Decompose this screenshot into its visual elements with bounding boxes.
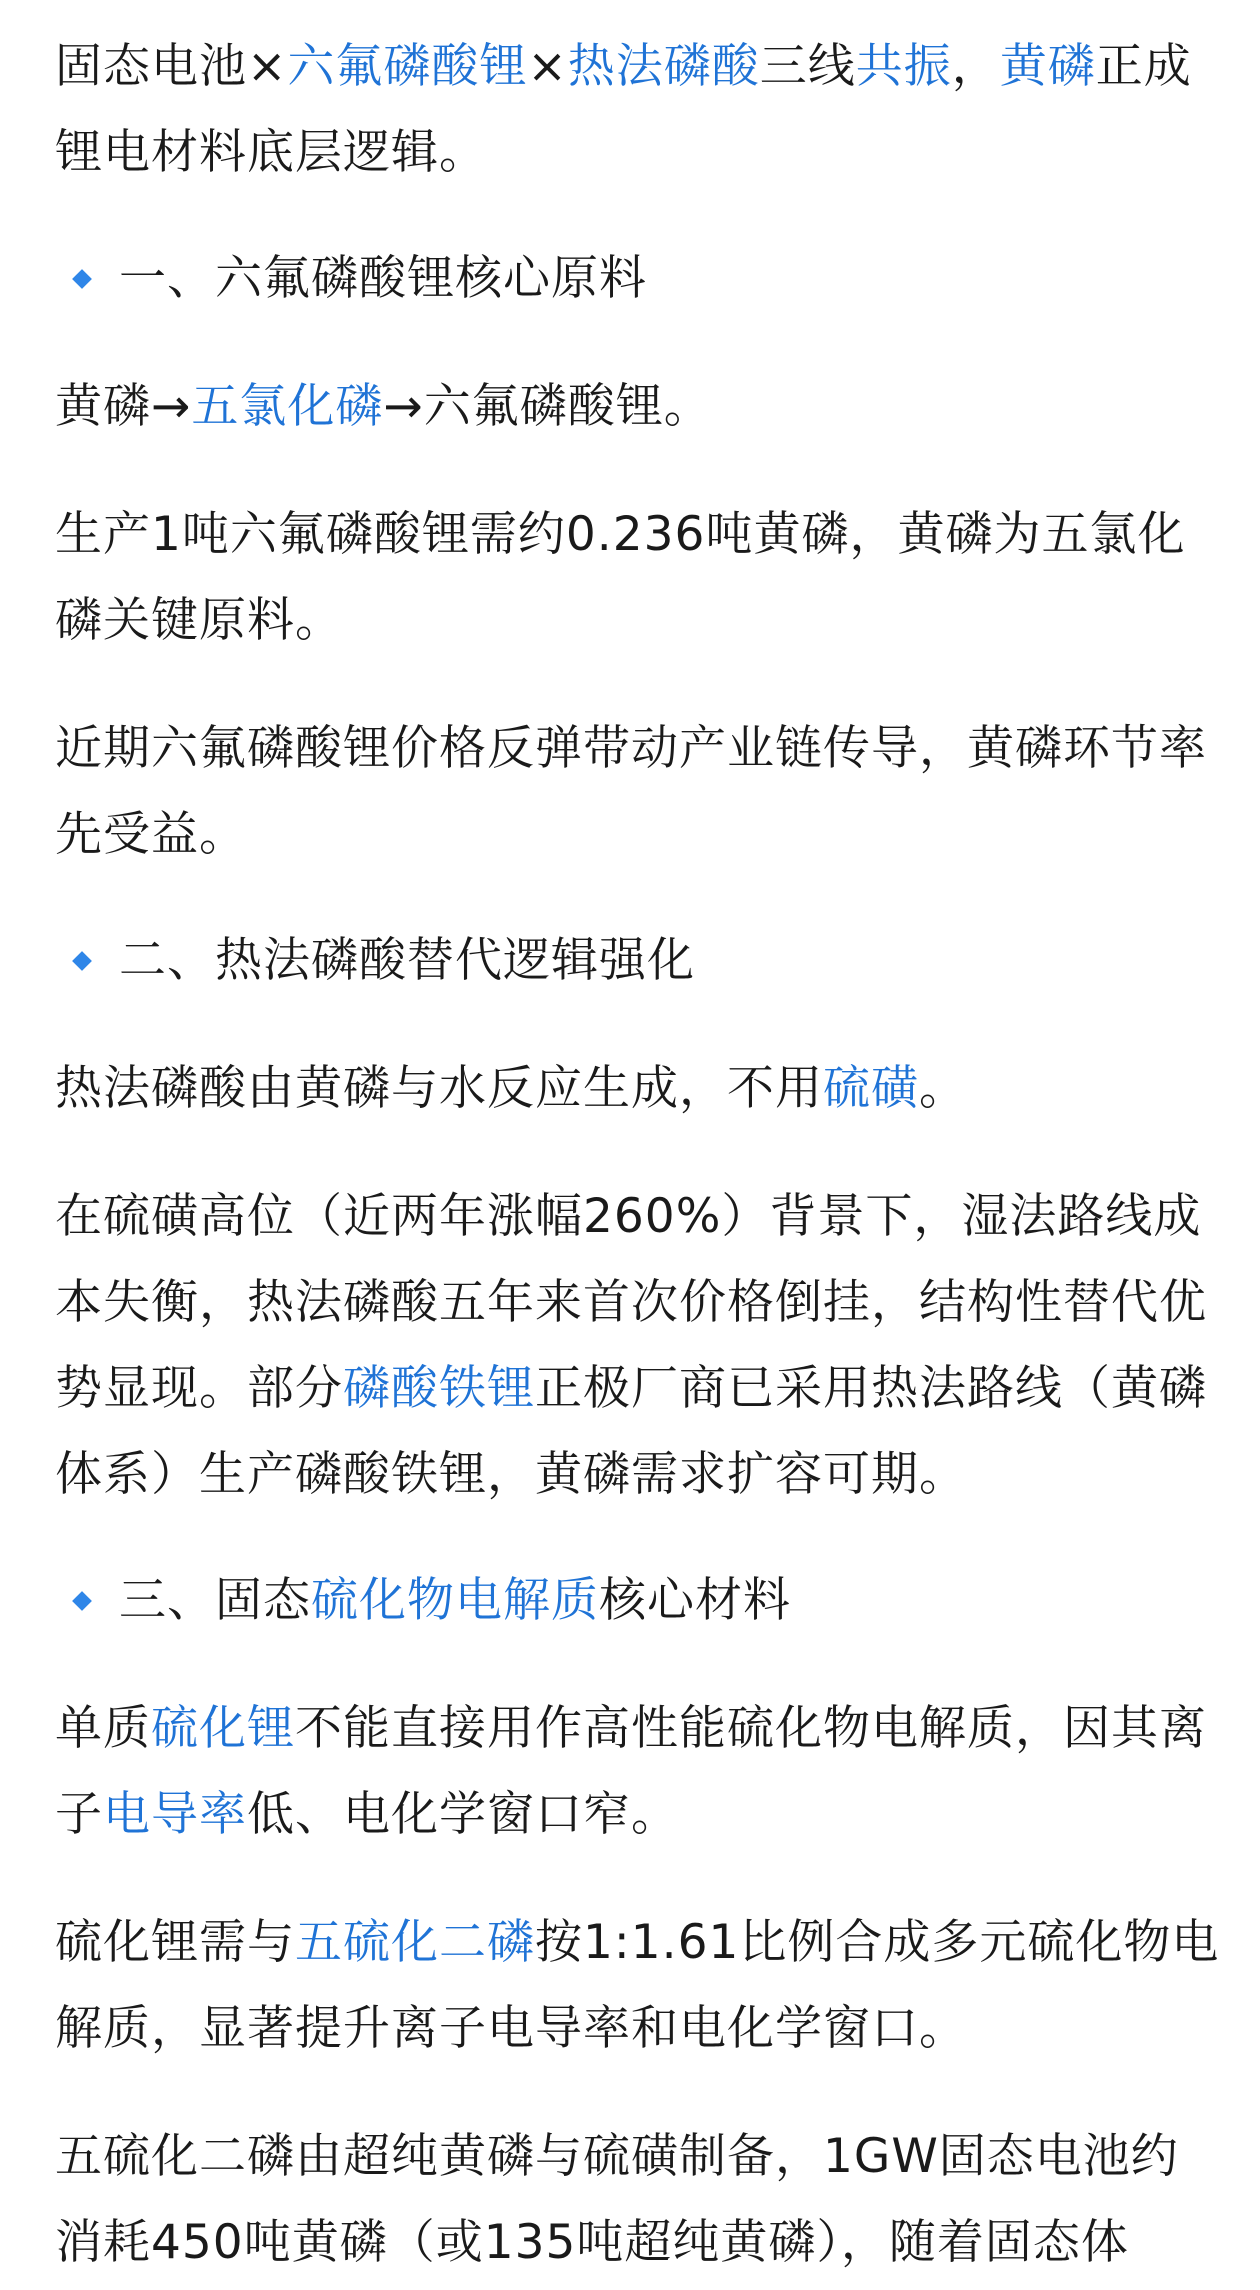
diamond-bullet-icon — [72, 269, 92, 289]
keyword-link-yellow-phosphorus[interactable]: 黄磷 — [999, 39, 1096, 94]
intro-text-4: ， — [951, 39, 1000, 94]
section-1-title: 一、六氟磷酸锂核心原料 — [119, 251, 647, 306]
keyword-link-sulfur[interactable]: 硫磺 — [823, 1061, 919, 1116]
s2p2-text-2: 正极厂商已采用热法路线（黄磷体系）生产磷酸铁锂，黄磷需求扩容可期。 — [55, 1361, 1207, 1502]
section-3-paragraph-1 — [55, 1686, 1220, 1858]
keyword-link-lfp[interactable]: 磷酸铁锂 — [343, 1361, 535, 1416]
section-3-paragraph-2 — [55, 1900, 1220, 2072]
diamond-bullet-icon — [72, 951, 92, 971]
keyword-link-resonance[interactable]: 共振 — [855, 39, 952, 94]
s2p1-text-1: 热法磷酸由黄磷与水反应生成，不用 — [55, 1061, 823, 1116]
s2p1-text-2: 。 — [919, 1061, 967, 1116]
diamond-bullet-icon — [72, 1591, 92, 1611]
s2p2-text-1: 在硫磺高位（近两年涨幅260%）背景下，湿法路线成本失衡，热法磷酸五年来首次价格倒挂，结构性替代优势显现。部分 — [55, 1189, 1207, 1416]
s3p2-text-1: 硫化锂需与 — [55, 1915, 295, 1970]
s1p1-text-1: 黄磷→ — [55, 379, 192, 434]
section-3-heading — [55, 1558, 1220, 1644]
keyword-link-conductivity[interactable]: 电导率 — [103, 1787, 247, 1842]
section-2-paragraph-1 — [55, 1046, 1220, 1132]
keyword-link-p2s5[interactable]: 五硫化二磷 — [295, 1915, 535, 1970]
section-3-paragraph-3: 五硫化二磷由超纯黄磷与硫磺制备，1GW固态电池约消耗450吨黄磷（或135吨超纯黄磷），随着固态体 — [55, 2129, 1179, 2270]
keyword-link-pcl5[interactable]: 五氯化磷 — [191, 379, 384, 434]
intro-text-1: 固态电池× — [55, 39, 288, 94]
s3p1-text-2: 不能直接用作高性能硫化物电解质，因其离子 — [55, 1701, 1207, 1842]
intro-paragraph — [55, 24, 1220, 196]
section-1-paragraph-3: 近期六氟磷酸锂价格反弹带动产业链传导，黄磷环节率先受益。 — [55, 721, 1207, 862]
s3h-text-2: 核心材料 — [599, 1573, 791, 1628]
s3p1-text-3: 低、电化学窗口窄。 — [247, 1787, 679, 1842]
s3p2-text-2: 按1:1.61比例合成多元硫化物电解质，显著提升离子电导率和电化学窗口。 — [55, 1915, 1220, 2056]
intro-text-2: × — [527, 39, 568, 94]
section-2-title: 二、热法磷酸替代逻辑强化 — [119, 933, 695, 988]
section-1-paragraph-2: 生产1吨六氟磷酸锂需约0.236吨黄磷，黄磷为五氯化磷关键原料。 — [55, 507, 1186, 648]
section-3-title — [119, 1558, 791, 1644]
section-2-heading — [55, 918, 1220, 1004]
section-1-paragraph-1 — [55, 364, 1220, 450]
section-2-paragraph-2 — [55, 1174, 1220, 1518]
s3p1-text-1: 单质 — [55, 1701, 151, 1756]
keyword-link-thermal-phosphoric-acid[interactable]: 热法磷酸 — [567, 39, 760, 94]
keyword-link-lipf6[interactable]: 六氟磷酸锂 — [287, 39, 528, 94]
intro-text-5: 正成锂电材料底层逻辑。 — [55, 39, 1192, 180]
keyword-link-sulfide-electrolyte[interactable]: 硫化物电解质 — [311, 1573, 599, 1628]
s3h-text-1: 三、固态 — [119, 1573, 311, 1628]
intro-text-3: 三线 — [759, 39, 856, 94]
section-1-heading — [55, 236, 1220, 322]
s1p1-text-2: →六氟磷酸锂。 — [383, 379, 712, 434]
keyword-link-li2s[interactable]: 硫化锂 — [151, 1701, 295, 1756]
